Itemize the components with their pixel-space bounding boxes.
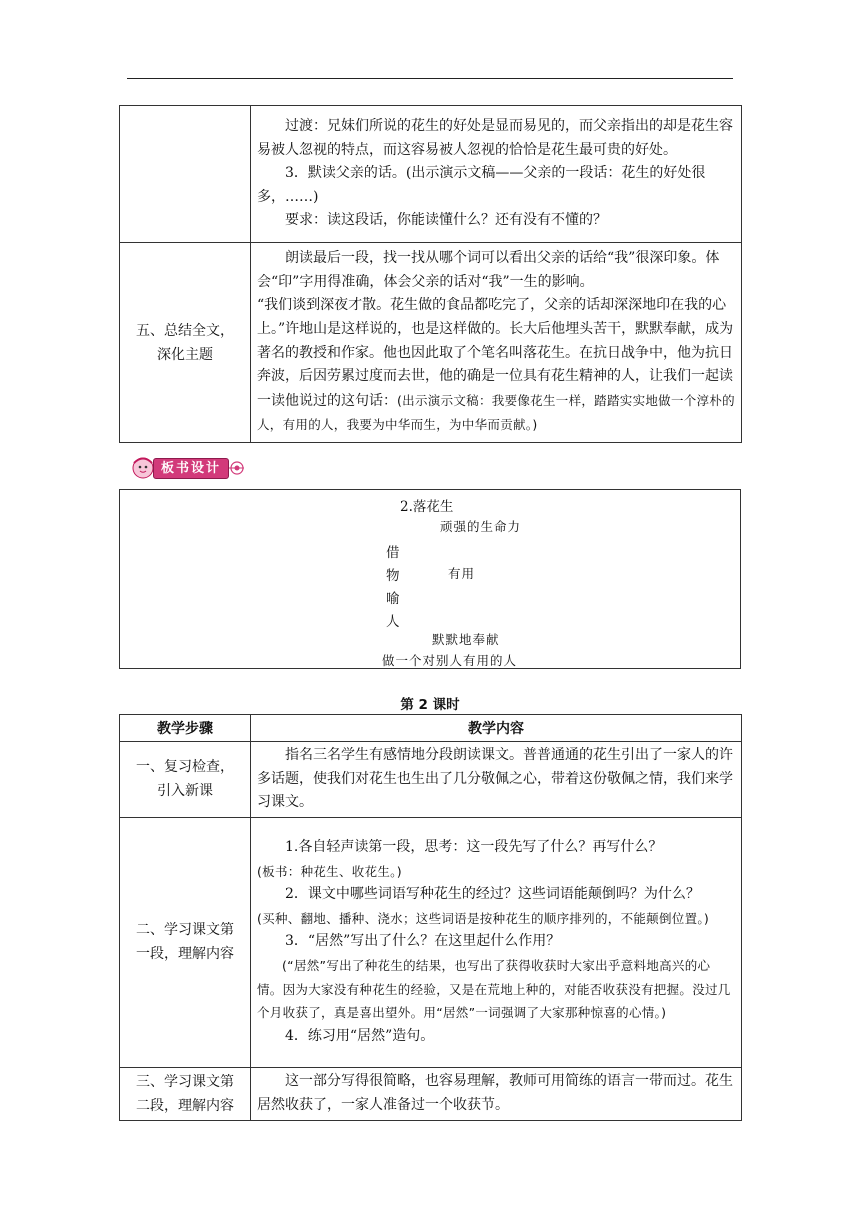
step-cell — [120, 106, 251, 243]
board-vertical-2: 物 — [386, 568, 400, 584]
board-line-bottom1: 默默地奉献 — [432, 632, 500, 647]
board-line-top: 顽强的生命力 — [440, 519, 522, 534]
step-label-line2: 深化主题 — [157, 346, 213, 363]
table-row — [120, 817, 742, 1067]
header-step: 教学步骤 — [120, 715, 251, 742]
paragraph: 过渡：兄妹们所说的花生的好处是显而易见的，而父亲指出的却是花生容易被人忽视的特点，而这容易被人忽视的恰恰是花生最可贵的好处。 — [257, 118, 733, 158]
board-line-bottom2: 做一个对别人有用的人 — [382, 653, 518, 668]
table-row — [120, 106, 742, 243]
step-cell — [120, 1067, 251, 1120]
board-vertical-1: 借 — [386, 545, 400, 561]
step-label-line2: 引入新课 — [157, 783, 213, 800]
board-title: 2.落花生 — [400, 499, 454, 515]
content-cell — [251, 243, 742, 443]
step-label-line1: 五、总结全文， — [136, 322, 234, 339]
blackboard-design-box — [119, 489, 741, 669]
header-rule — [127, 78, 733, 79]
board-vertical-3: 喻 — [386, 591, 400, 607]
paragraph: 指名三名学生有感情地分段朗读课文。普普通通的花生引出了一家人的许多话题，使我们对花生也生出了几分敬佩之心，带着这份敬佩之情，我们来学习课文。 — [257, 747, 733, 811]
paragraph: 3．默读父亲的话。(出示演示文稿——父亲的一段话：花生的好处很多，……) — [257, 165, 706, 205]
quote-text: “我们谈到深夜才散。花生做的食品都吃完了，父亲的话却深深地印在我的心上。”许地山是这样说的，也是这样做的。长大后他埋头苦干，默默奉献，成为著名的教授和作家。他也因此取了个笔名叫落花生。在抗日战争中，他为抗日奔波，后因劳累过度而去世，他的确是一位具有花生精神的人，让我们一起读一读他说过的这句话： — [257, 297, 734, 409]
step-cell — [120, 817, 251, 1067]
paragraph: 2．课文中哪些词语写种花生的经过？这些词语能颠倒吗？为什么？ — [285, 886, 700, 903]
paragraph: (“居然”写出了种花生的结果，也写出了获得收获时大家出乎意料地高兴的心情。因为大家没有种花生的经验，又是在荒地上种的，对能否收获没有把握。没过几个月收获了，真是喜出望外。用“居然”一词强调了大家那种惊喜的心情。) — [257, 958, 731, 1021]
paragraph: 3．“居然”写出了什么？在这里起什么作用？ — [285, 933, 561, 950]
step-cell — [120, 742, 251, 818]
step-cell — [120, 243, 251, 443]
lesson-table-part1 — [119, 105, 742, 443]
lesson-table-part2 — [119, 714, 742, 1121]
paragraph: (买种、翻地、播种、浇水；这些词语是按种花生的顺序排列的，不能颠倒位置。) — [257, 910, 710, 926]
board-vertical-4: 人 — [386, 614, 400, 630]
paragraph — [257, 294, 735, 438]
step-label-line2: 一段，理解内容 — [136, 946, 234, 963]
paragraph: 朗读最后一段，找一找从哪个词可以看出父亲的话给“我”很深印象。体会“印”字用得准确，体会父亲的话对“我”一生的影响。 — [257, 250, 720, 290]
table-row — [120, 1067, 742, 1120]
board-mid: 有用 — [448, 566, 476, 581]
paragraph: 1.各自轻声读第一段，思考：这一段先写了什么？再写什么？ — [285, 839, 663, 856]
header-content: 教学内容 — [251, 715, 742, 742]
paragraph: 4．练习用“居然”造句。 — [285, 1027, 435, 1044]
table-header-row — [120, 715, 742, 742]
slide-note: (出示演示文稿：我要像花生一样，踏踏实实地做一个淳朴的人，有用的人，我要为中华而生，为中华而贡献。) — [257, 392, 735, 433]
target-icon — [230, 461, 244, 475]
content-cell — [251, 742, 742, 818]
content-cell — [251, 106, 742, 243]
banner-label: 板书设计 — [153, 458, 229, 479]
table-row — [120, 243, 742, 443]
step-label-line1: 二、学习课文第 — [136, 922, 234, 939]
paragraph: 这一部分写得很简略，也容易理解，教师可用简练的语言一带而过。花生居然收获了，一家人准备过一个收获节。 — [257, 1073, 733, 1113]
paragraph: 要求：读这段话，你能读懂什么？还有没有不懂的？ — [285, 212, 607, 229]
paragraph: (板书：种花生、收花生。) — [257, 863, 402, 879]
section-title: 第 2 课时 — [400, 697, 460, 713]
board-design-banner — [131, 455, 245, 481]
step-label-line2: 二段，理解内容 — [136, 1097, 234, 1114]
table-row — [120, 742, 742, 818]
step-label-line1: 一、复习检查， — [136, 759, 234, 776]
content-cell — [251, 817, 742, 1067]
content-cell — [251, 1067, 742, 1120]
step-label-line1: 三、学习课文第 — [136, 1073, 234, 1090]
